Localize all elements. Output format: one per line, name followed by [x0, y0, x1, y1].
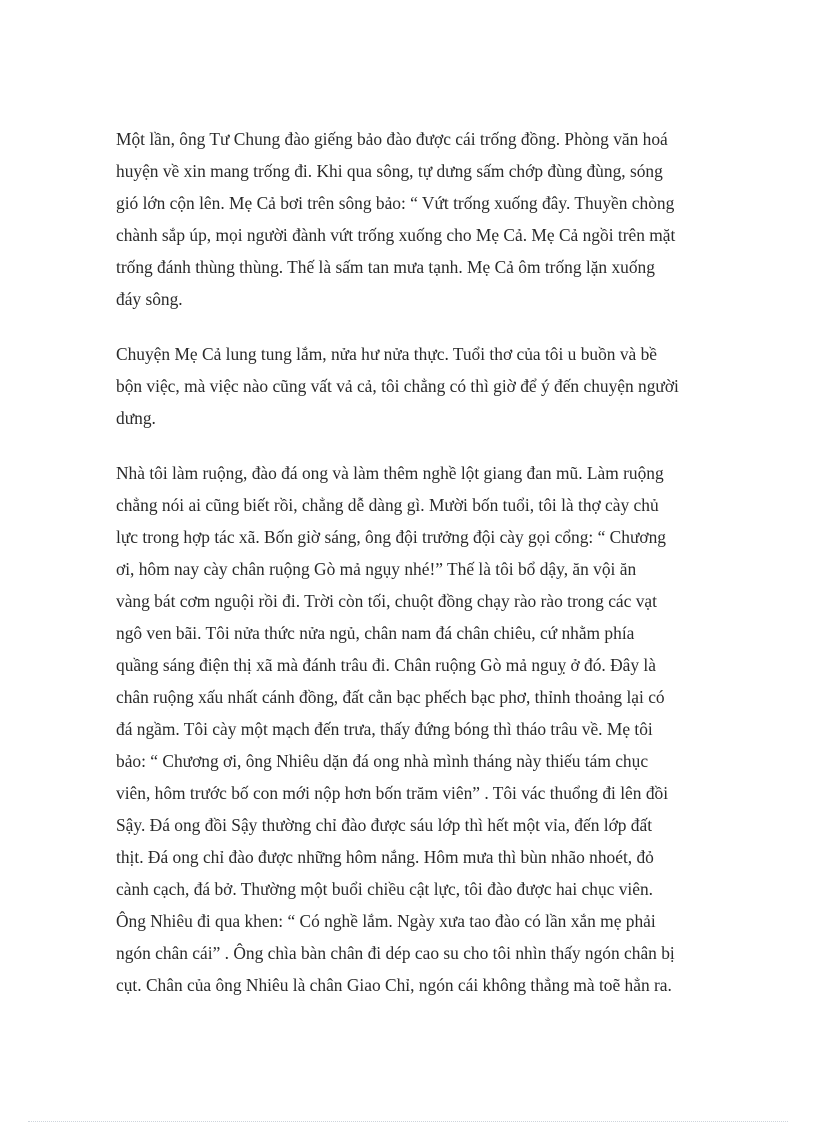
paragraph-2: [116, 338, 746, 434]
text-line: quầng sáng điện thị xã mà đánh trâu đi. Chân ruộng Gò mả nguỵ ở đó. Đây là: [116, 655, 656, 675]
text-line: chẳng nói ai cũng biết rồi, chẳng dễ dàng gì. Mười bốn tuổi, tôi là thợ cày chủ: [116, 495, 659, 515]
text-line: ngón chân cái” . Ông chìa bàn chân đi dép cao su cho tôi nhìn thấy ngón chân bị: [116, 943, 675, 963]
text-line: Một lần, ông Tư Chung đào giếng bảo đào được cái trống đồng. Phòng văn hoá: [116, 129, 668, 149]
text-line: ơi, hôm nay cày chân ruộng Gò mả ngụy nhé!” Thế là tôi bổ dậy, ăn vội ăn: [116, 559, 637, 579]
text-line: bộn việc, mà việc nào cũng vất vả cả, tôi chẳng có thì giờ để ý đến chuyện người: [116, 376, 679, 396]
text-line: vàng bát cơm nguội rồi đi. Trời còn tối, chuột đồng chạy rào rào trong các vạt: [116, 591, 657, 611]
paragraph-1: [116, 123, 746, 315]
text-line: ngô ven bãi. Tôi nửa thức nửa ngủ, chân nam đá chân chiêu, cứ nhằm phía: [116, 623, 635, 643]
text-line: lực trong hợp tác xã. Bốn giờ sáng, ông đội trưởng đội cày gọi cổng: “ Chương: [116, 527, 666, 547]
text-line: Ông Nhiêu đi qua khen: “ Có nghề lắm. Ngày xưa tao đào có lần xắn mẹ phải: [116, 911, 656, 931]
text-line: chành sắp úp, mọi người đành vứt trống xuống cho Mẹ Cả. Mẹ Cả ngồi trên mặt: [116, 225, 676, 245]
text-line: cụt. Chân của ông Nhiêu là chân Giao Chỉ, ngón cái không thẳng mà toẽ hẳn ra.: [116, 975, 672, 995]
text-line: Chuyện Mẹ Cả lung tung lắm, nửa hư nửa thực. Tuổi thơ của tôi u buồn và bề: [116, 344, 658, 364]
text-line: đá ngầm. Tôi cày một mạch đến trưa, thấy đứng bóng thì tháo trâu về. Mẹ tôi: [116, 719, 653, 739]
text-line: dưng.: [116, 408, 156, 428]
text-line: chân ruộng xấu nhất cánh đồng, đất cằn bạc phếch bạc phơ, thỉnh thoảng lại có: [116, 687, 665, 707]
text-line: bảo: “ Chương ơi, ông Nhiêu dặn đá ong nhà mình tháng này thiếu tám chục: [116, 751, 649, 771]
text-line: Nhà tôi làm ruộng, đào đá ong và làm thêm nghề lột giang đan mũ. Làm ruộng: [116, 463, 664, 483]
text-line: cành cạch, đá bở. Thường một buổi chiều cật lực, tôi đào được hai chục viên.: [116, 879, 654, 899]
text-line: đáy sông.: [116, 289, 183, 309]
text-line: viên, hôm trước bố con mới nộp hơn bốn trăm viên” . Tôi vác thuổng đi lên đồi: [116, 783, 669, 803]
page-bottom-divider: [28, 1121, 788, 1122]
document-body: [116, 123, 746, 1024]
paragraph-3: [116, 457, 746, 1001]
text-line: huyện về xin mang trống đi. Khi qua sông, tự dưng sấm chớp đùng đùng, sóng: [116, 161, 663, 181]
text-line: thịt. Đá ong chỉ đào được những hôm nắng. Hôm mưa thì bùn nhão nhoét, đỏ: [116, 847, 654, 867]
text-line: Sậy. Đá ong đồi Sậy thường chỉ đào được sáu lớp thì hết một vỉa, đến lớp đất: [116, 815, 653, 835]
text-line: gió lớn cộn lên. Mẹ Cả bơi trên sông bảo: “ Vứt trống xuống đây. Thuyền chòng: [116, 193, 675, 213]
text-line: trống đánh thùng thùng. Thế là sấm tan mưa tạnh. Mẹ Cả ôm trống lặn xuống: [116, 257, 655, 277]
